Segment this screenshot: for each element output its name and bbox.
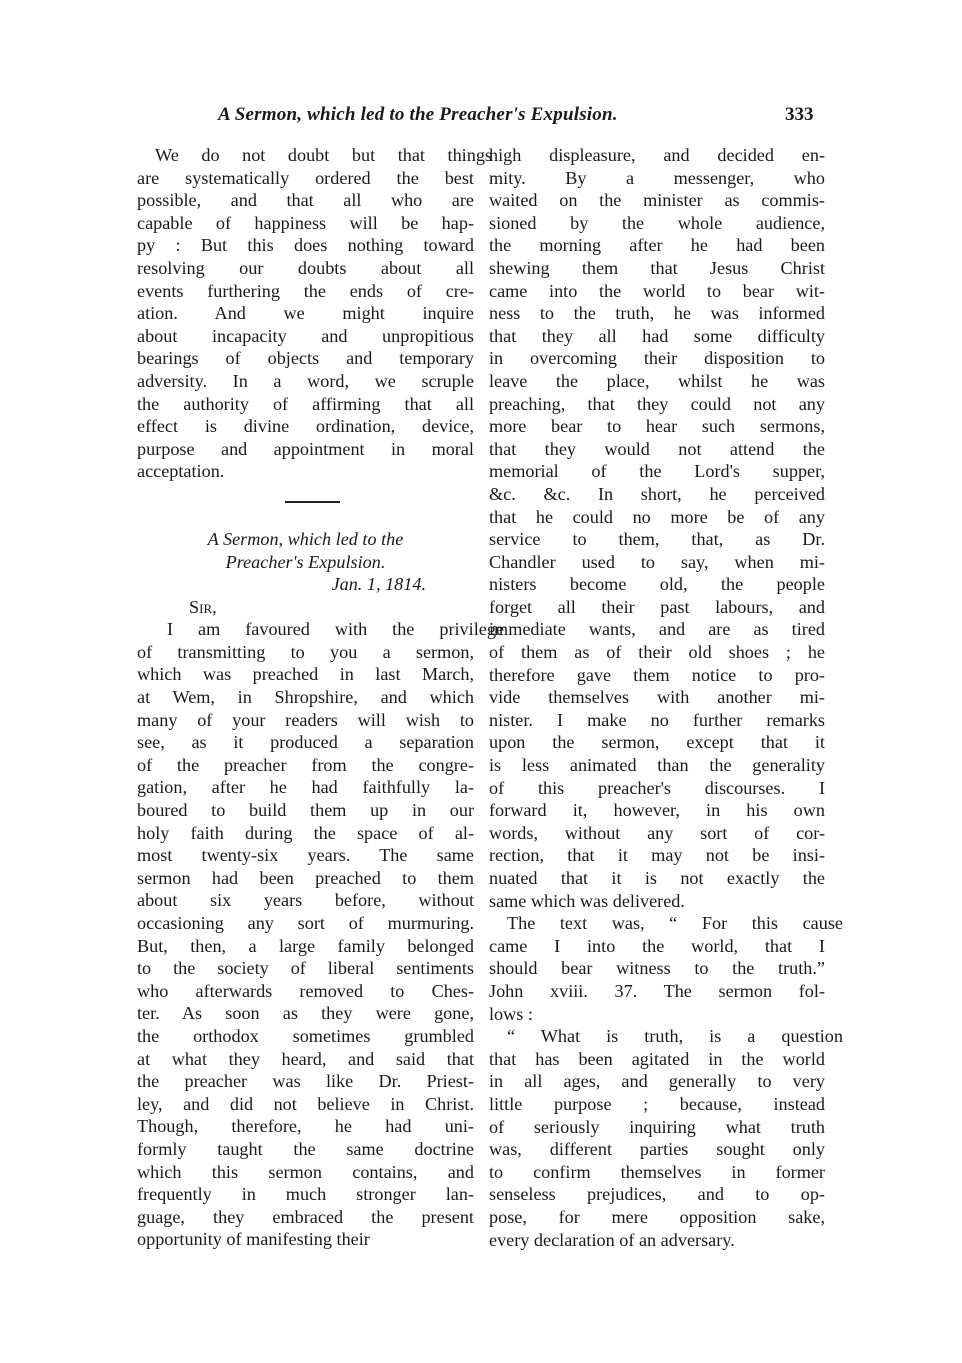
- text-line: sermon had been preached to them: [137, 867, 474, 888]
- paragraph-right-1: [489, 144, 825, 912]
- text-line: of seriously inquiring what truth: [489, 1116, 825, 1137]
- text-line: occasioning any sort of murmuring.: [137, 913, 474, 933]
- text-line: more bear to hear such sermons,: [489, 416, 825, 437]
- text-line: of them as of their old shoes ; he: [489, 642, 825, 663]
- text-line: most twenty-six years. The same: [137, 845, 474, 866]
- letter-dateline: Jan. 1, 1814.: [331, 574, 426, 595]
- text-line: The text was, “ For this cause: [507, 913, 843, 934]
- text-line: in overcoming their disposition to: [489, 348, 825, 369]
- article-heading-line-1: A Sermon, which led to the: [207, 528, 404, 549]
- text-line: formly taught the same doctrine: [137, 1138, 474, 1159]
- text-line: at Wem, in Shropshire, and which: [137, 687, 474, 708]
- text-line: words, without any sort of cor-: [489, 822, 825, 843]
- page-number: 333: [785, 104, 814, 125]
- text-line: pose, for mere opposition sake,: [489, 1206, 825, 1227]
- text-line: the preacher was like Dr. Priest-: [137, 1071, 474, 1092]
- text-line: to the society of liberal sentiments: [137, 958, 474, 979]
- text-line: to confirm themselves in former: [489, 1161, 825, 1182]
- text-line: &c. &c. In short, he perceived: [489, 483, 825, 504]
- text-line: came I into the world, that I: [489, 935, 825, 956]
- running-title: A Sermon, which led to the Preacher's Expulsion.: [218, 104, 618, 125]
- text-line: who afterwards removed to Ches-: [137, 980, 474, 1001]
- text-line: the authority of affirming that all: [137, 393, 474, 414]
- text-line: which this sermon contains, and: [137, 1161, 474, 1182]
- text-line: leave the place, whilst he was: [489, 370, 825, 391]
- text-line: see, as it produced a separation: [137, 732, 474, 753]
- text-line: same which was delivered.: [489, 890, 685, 911]
- text-line: of transmitting to you a sermon,: [137, 641, 474, 662]
- text-line: ley, and did not believe in Christ.: [137, 1093, 474, 1114]
- text-line: forget all their past labours, and: [489, 596, 825, 617]
- text-line: came into the world to bear wit-: [489, 280, 825, 301]
- text-line: adversity. In a word, we scruple: [137, 370, 474, 391]
- text-line: which was preached in last March,: [137, 664, 474, 685]
- text-line: possible, and that all who are: [137, 190, 474, 211]
- text-line: that they would not attend the: [489, 438, 825, 459]
- text-line: holy faith during the space of al-: [137, 822, 474, 843]
- text-line: We do not doubt but that things: [155, 145, 492, 165]
- text-line: in all ages, and generally to very: [489, 1071, 825, 1092]
- text-line: lows :: [489, 1003, 533, 1024]
- text-line: that he could no more be of any: [489, 506, 825, 527]
- text-line: opportunity of manifesting their: [137, 1229, 370, 1250]
- text-line: I am favoured with the privilege: [167, 619, 504, 640]
- text-line: rection, that it may not be insi-: [489, 845, 825, 866]
- text-line: frequently in much stronger lan-: [137, 1184, 474, 1205]
- text-line: nisters become old, the people: [489, 574, 825, 595]
- text-line: high displeasure, and decided en-: [489, 145, 825, 165]
- text-line: boured to build them up in our: [137, 800, 474, 821]
- text-line: nister. I make no further remarks: [489, 709, 825, 730]
- text-line: many of your readers will wish to: [137, 709, 474, 730]
- text-line: Chandler used to say, when mi-: [489, 551, 825, 572]
- text-line: therefore gave them notice to pro-: [489, 664, 825, 685]
- text-line: ter. As soon as they were gone,: [137, 1003, 474, 1024]
- text-line: gation, after he had faithfully la-: [137, 777, 474, 798]
- text-line: of the preacher from the congre-: [137, 754, 474, 775]
- text-line: upon the sermon, except that it: [489, 732, 825, 753]
- text-line: should bear witness to the truth.”: [489, 958, 825, 979]
- right-column: [489, 144, 843, 1251]
- text-line: about six years before, without: [137, 890, 474, 911]
- text-line: about incapacity and unpropitious: [137, 325, 474, 346]
- text-line: memorial of the Lord's supper,: [489, 461, 825, 482]
- text-line: immediate wants, and are as tired: [489, 619, 825, 640]
- text-line: sioned by the whole audience,: [489, 212, 825, 233]
- text-line: is less animated than the generality: [489, 755, 825, 776]
- text-line: service to them, that, as Dr.: [489, 529, 825, 550]
- text-line: mity. By a messenger, who: [489, 167, 825, 188]
- text-line: of this preacher's discourses. I: [489, 777, 825, 798]
- text-line: events furthering the ends of cre-: [137, 280, 474, 301]
- text-line: the orthodox sometimes grumbled: [137, 1025, 474, 1046]
- text-line: capable of happiness will be hap-: [137, 212, 474, 233]
- paragraph-right-3: [489, 1025, 843, 1251]
- text-line: forward it, however, in his own: [489, 800, 825, 821]
- text-line: “ What is truth, is a question: [507, 1026, 843, 1047]
- text-line: shewing them that Jesus Christ: [489, 257, 825, 278]
- text-line: that has been agitated in the world: [489, 1048, 825, 1069]
- paragraph-left-2: [137, 618, 504, 1251]
- letter-salutation: Sir,: [189, 596, 217, 617]
- text-line: preaching, that they could not any: [489, 393, 825, 414]
- text-line: at what they heard, and said that: [137, 1048, 474, 1069]
- text-line: senseless prejudices, and to op-: [489, 1184, 825, 1205]
- text-line: that they all had some difficulty: [489, 325, 825, 346]
- text-line: ation. And we might inquire: [137, 303, 474, 324]
- text-line: purpose and appointment in moral: [137, 438, 474, 459]
- text-line: py : But this does nothing toward: [137, 235, 474, 256]
- text-line: But, then, a large family belonged: [137, 935, 474, 956]
- text-line: acceptation.: [137, 461, 225, 482]
- text-line: bearings of objects and temporary: [137, 348, 474, 369]
- text-line: ness to the truth, he was informed: [489, 303, 825, 324]
- text-line: was, different parties sought only: [489, 1139, 825, 1160]
- text-line: little purpose ; because, instead: [489, 1093, 825, 1114]
- text-line: effect is divine ordination, device,: [137, 416, 474, 437]
- text-line: waited on the minister as commis-: [489, 190, 825, 211]
- left-column: [137, 144, 504, 1251]
- text-line: are systematically ordered the best: [137, 167, 474, 188]
- article-heading-line-2: Preacher's Expulsion.: [225, 551, 386, 572]
- text-line: nuated that it is not exactly the: [489, 868, 825, 888]
- text-line: resolving our doubts about all: [137, 257, 474, 278]
- text-line: vide themselves with another mi-: [489, 687, 825, 708]
- text-line: every declaration of an adversary.: [489, 1229, 735, 1250]
- section-divider: [137, 483, 474, 528]
- text-line: Though, therefore, he had uni-: [137, 1116, 474, 1137]
- text-line: guage, they embraced the present: [137, 1206, 474, 1227]
- text-line: the morning after he had been: [489, 235, 825, 256]
- text-line: John xviii. 37. The sermon fol-: [489, 980, 825, 1001]
- paragraph-right-2: [489, 912, 843, 1025]
- paragraph-left-1: [137, 144, 492, 483]
